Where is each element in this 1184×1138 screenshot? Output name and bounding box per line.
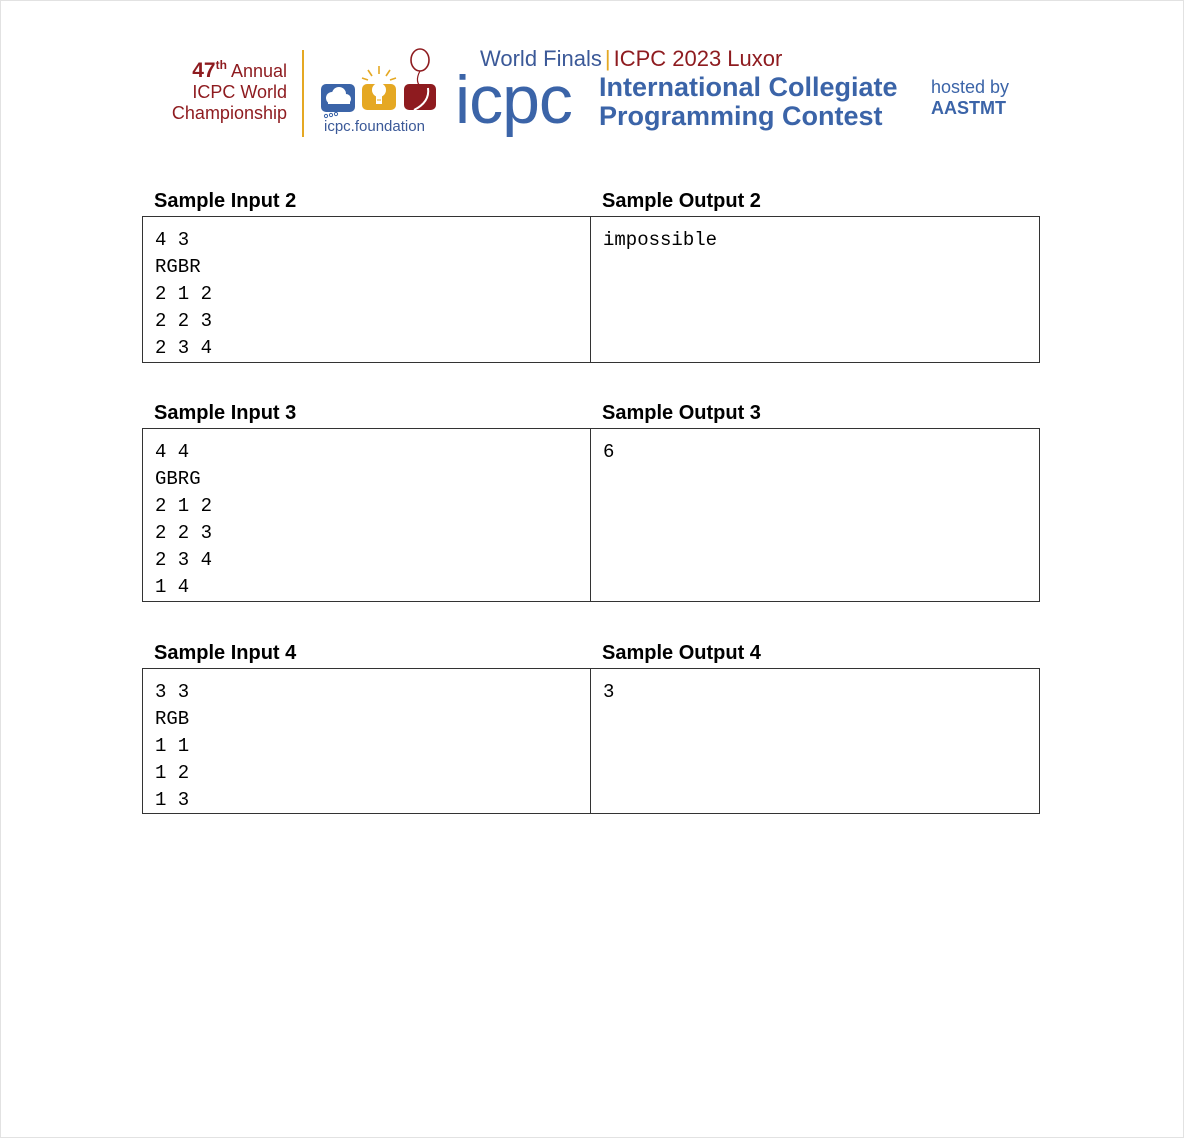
annual-number: 47 — [192, 59, 216, 82]
sample-table — [142, 428, 1040, 602]
header-divider — [302, 50, 304, 137]
input-line: RGB — [155, 708, 190, 730]
input-line: RGBR — [155, 256, 201, 278]
input-line: 4 3 — [155, 229, 190, 251]
annual-word: Annual — [230, 61, 287, 81]
output-line: 3 — [603, 681, 615, 703]
input-line: 2 3 4 — [155, 549, 213, 571]
hosted-by-block — [931, 77, 1009, 119]
input-line: 3 3 — [155, 681, 190, 703]
input-line: 2 2 3 — [155, 522, 213, 544]
input-line: 2 1 2 — [155, 495, 213, 517]
input-line: 1 2 — [155, 762, 190, 784]
sample-2 — [142, 188, 1040, 363]
sample-table — [142, 668, 1040, 814]
host-name: AASTMT — [931, 98, 1006, 118]
input-line: 1 3 — [155, 789, 190, 811]
sample-input-title: Sample Input 4 — [154, 642, 297, 664]
annual-line-2: ICPC World — [192, 82, 287, 102]
sample-output-title: Sample Output 3 — [602, 402, 761, 424]
input-line: 2 2 3 — [155, 310, 213, 332]
sample-3 — [142, 400, 1040, 602]
contest-header — [0, 0, 1184, 150]
input-line: 4 4 — [155, 441, 190, 463]
sample-input-cell — [143, 217, 591, 362]
annual-suffix: th — [215, 58, 227, 72]
input-line: 2 3 4 — [155, 337, 213, 359]
sample-output-title: Sample Output 4 — [602, 642, 761, 664]
annual-line-3: Championship — [171, 103, 287, 123]
annual-championship-label — [150, 60, 287, 124]
input-line: 1 1 — [155, 735, 190, 757]
sample-table — [142, 216, 1040, 363]
icpc-foundation-logo-icon — [318, 46, 440, 120]
output-line: 6 — [603, 441, 615, 463]
foundation-label: icpc.foundation — [324, 118, 425, 135]
contest-name-line-1: International Collegiate — [599, 72, 898, 102]
contest-name-line-2: Programming Contest — [599, 101, 883, 131]
sample-input-cell — [143, 429, 591, 601]
sample-output-title: Sample Output 2 — [602, 190, 761, 212]
world-finals-label: World Finals — [480, 46, 602, 71]
sample-input-cell — [143, 669, 591, 813]
input-line: 2 1 2 — [155, 283, 213, 305]
sample-4 — [142, 640, 1040, 814]
contest-full-name — [599, 73, 898, 131]
sample-output-cell — [591, 217, 1039, 362]
sample-output-cell — [591, 669, 1039, 813]
event-name: ICPC 2023 Luxor — [613, 46, 783, 71]
input-line: GBRG — [155, 468, 201, 490]
sample-input-title: Sample Input 3 — [154, 402, 297, 424]
output-line: impossible — [603, 229, 718, 251]
input-line: 1 4 — [155, 576, 190, 598]
title-separator: | — [604, 46, 611, 71]
sample-input-title: Sample Input 2 — [154, 190, 297, 212]
sample-output-cell — [591, 429, 1039, 601]
hosted-by-label: hosted by — [931, 77, 1010, 97]
icpc-logo-wordmark: icpc — [455, 62, 572, 138]
